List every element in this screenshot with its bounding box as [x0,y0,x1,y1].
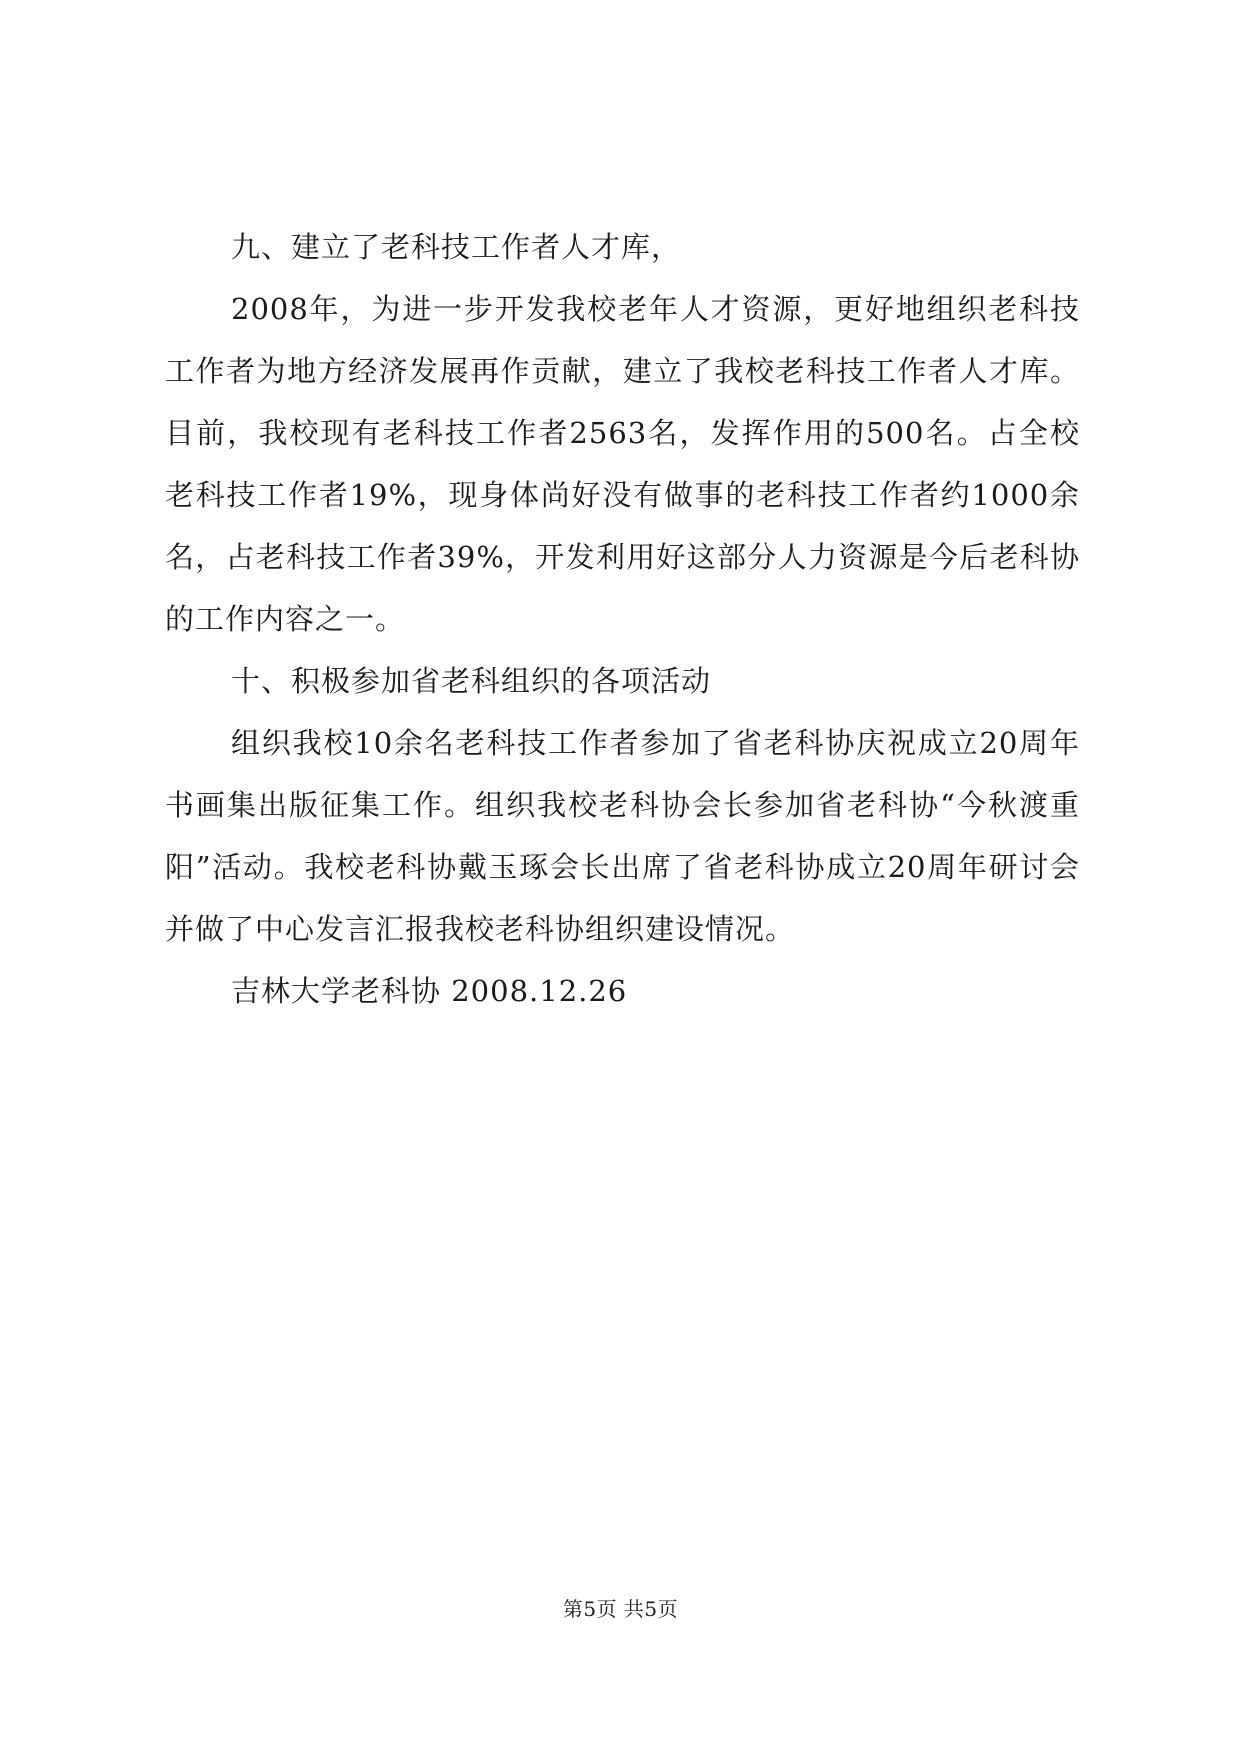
section-heading-activities: 十、积极参加省老科组织的各项活动 [231,664,712,698]
paragraph-talent-pool: 2008年，为进一步开发我校老年人才资源，更好地组织老科技工作者为地方经济发展再作贡献，建立了我校老科技工作者人才库。目前，我校现有老科技工作者2563名，发挥作用的500名。占全校老科技工作者19%，现身体尚好没有做事的老科技工作者约1000余名，占老科技工作者39%，开发利用好这部分人力资源是今后老科协的工作内容之一。 [165,292,1080,636]
section-heading-talent-pool: 九、建立了老科技工作者人才库， [231,230,682,264]
page-footer: 第5页 共5页 [562,1597,679,1621]
paragraph-activities: 组织我校10余名老科技工作者参加了省老科协庆祝成立20周年书画集出版征集工作。组织我校老科协会长参加省老科协“今秋渡重阳”活动。我校老科协戴玉琢会长出席了省老科协成立20周年研讨会并做了中心发言汇报我校老科协组织建设情况。 [165,726,1080,946]
signature-line: 吉林大学老科协 2008.12.26 [231,974,628,1008]
document-body [165,216,1080,1022]
